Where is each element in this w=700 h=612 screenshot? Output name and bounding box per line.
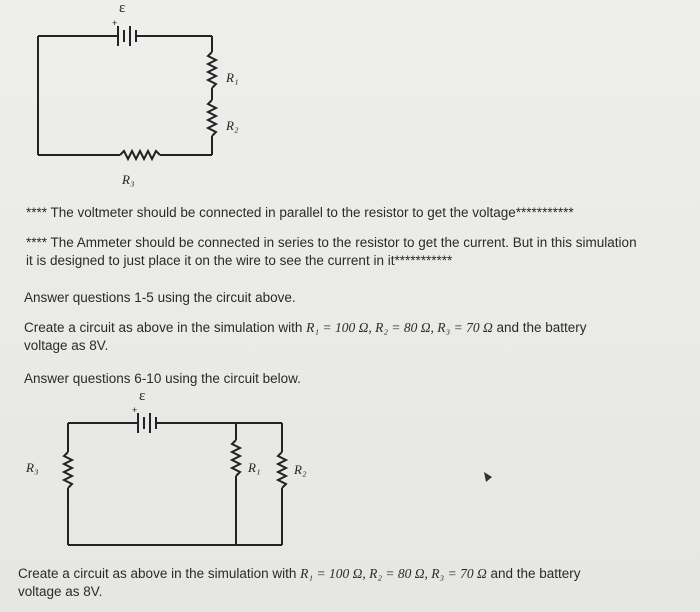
r3-label-2: R₃ [26,460,39,475]
emf-label: ε [119,0,126,16]
r1-label-2: R₁ [248,460,261,475]
create2-values: R₁ = 100 Ω, R₂ = 80 Ω, R₃ = 70 Ω [300,566,487,581]
create-circuit-1-line2: voltage as 8V. [24,338,109,353]
ammeter-note-line2: it is designed to just place it on the wire to see the current in it*********** [26,253,453,268]
r3-label: R₃ [122,172,135,187]
voltmeter-note: **** The voltmeter should be connected in parallel to the resistor to get the voltage*********** [26,205,574,220]
create2-suffix: and the battery [490,566,581,581]
r2-label-2: R₂ [294,462,307,477]
create1-values: R₁ = 100 Ω, R₂ = 80 Ω, R₃ = 70 Ω [306,320,493,335]
create2-prefix: Create a circuit as above in the simulation with [18,566,297,581]
emf-label-2: ε [139,388,146,404]
svg-text:+: + [132,405,138,415]
answer-1-5-instruction: Answer questions 1-5 using the circuit above. [24,290,296,305]
r2-label: R₂ [226,118,239,133]
svg-text:+: + [112,18,118,28]
ammeter-note-line1: **** The Ammeter should be connected in series to the resistor to get the current. But in this simulation [26,235,637,250]
r1-label: R₁ [226,70,239,85]
answer-6-10-instruction: Answer questions 6-10 using the circuit below. [24,371,301,386]
create-circuit-2-line1 [18,565,581,582]
create-circuit-2-line2: voltage as 8V. [18,584,103,599]
create1-suffix: and the battery [496,320,587,335]
create1-prefix: Create a circuit as above in the simulation with [24,320,303,335]
